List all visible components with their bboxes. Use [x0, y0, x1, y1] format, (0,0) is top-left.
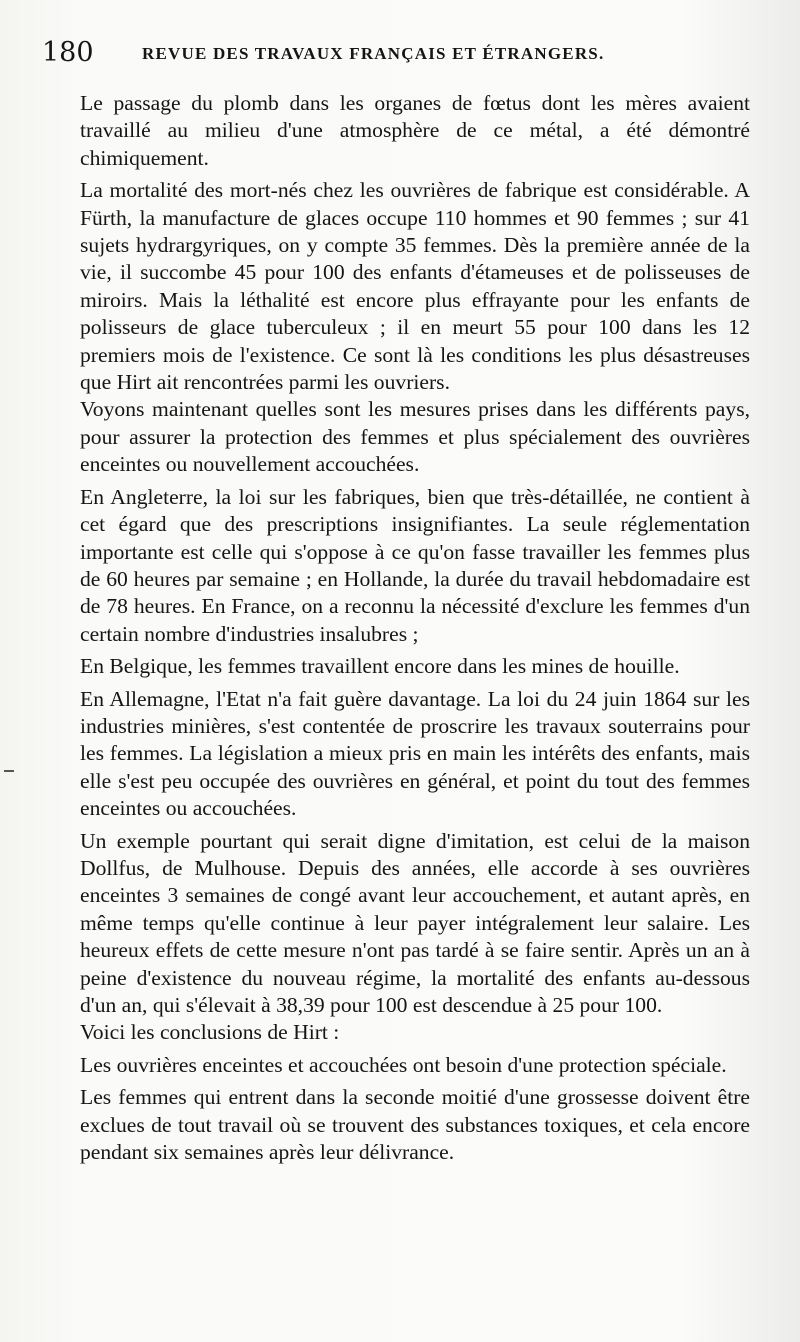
paragraph-5: En Belgique, les femmes travaillent encore dans les mines de houille.	[80, 654, 680, 679]
margin-mark	[4, 770, 14, 772]
paragraph-4: En Angleterre, la loi sur les fabriques, bien que très-détaillée, ne contient à cet égard que des prescriptions insignifiantes. La seule réglementation importante est celle qui s'oppose à ce qu'on fasse travailler les femmes plus de 60 heures par semaine ; en Hollande, la durée du travail hebdomadaire est de 78 heures. En France, on a reconnu la nécessité d'exclure les femmes d'un certain nombre d'industries insalubres ;	[80, 484, 750, 646]
paragraph-2: La mortalité des mort-nés chez les ouvrières de fabrique est considérable. A Fürth, la manufacture de glaces occupe 110 hommes et 90 femmes ; sur 41 sujets hydrargyriques, on y compte 35 femmes. Dès la première année de la vie, il succombe 45 pour 100 des enfants d'étameuses et de polisseuses de miroirs. Mais la léthalité est encore plus effrayante pour les enfants de polisseurs de glace tuberculeux ; il en meurt 55 pour 100 dans les 12 premiers mois de l'existence. Ce sont là les conditions les plus désastreuses que Hirt ait rencontrées parmi les ouvriers.	[80, 178, 750, 395]
page-header	[42, 36, 762, 72]
paragraph-1: Le passage du plomb dans les organes de fœtus dont les mères avaient travaillé au milieu d'une atmosphère de ce métal, a été démontré chimiquement.	[80, 91, 750, 170]
paragraph-8: Voici les conclusions de Hirt :	[80, 1020, 340, 1045]
page-number: 180	[42, 37, 94, 68]
paragraph-3: Voyons maintenant quelles sont les mesures prises dans les différents pays, pour assurer la protection des femmes et plus spécialement des ouvrières enceintes ou nouvellement accouchées.	[80, 397, 750, 477]
paragraph-10: Les femmes qui entrent dans la seconde moitié d'une grossesse doivent être exclues de tout travail où se trouvent des substances toxiques, et cela encore pendant six semaines après leur délivrance.	[80, 1085, 750, 1165]
paragraph-7: Un exemple pourtant qui serait digne d'imitation, est celui de la maison Dollfus, de Mulhouse. Depuis des années, elle accorde à ses ouvrières enceintes 3 semaines de congé avant leur accouchement, et autant après, en même temps qu'elle continue à leur payer intégralement leur salaire. Les heureux effets de cette mesure n'ont pas tardé à se faire sentir. Après un an à peine d'existence du nouveau régime, la mortalité des enfants au-dessous d'un an, qui s'élevait à 38,39 pour 100 est descendue à 25 pour 100.	[80, 828, 750, 1017]
body-text	[80, 90, 750, 1166]
paragraph-9: Les ouvrières enceintes et accouchées ont besoin d'une protection spéciale.	[80, 1052, 727, 1077]
paragraph-6: En Allemagne, l'Etat n'a fait guère davantage. La loi du 24 juin 1864 sur les industries minières, s'est contentée de proscrire les travaux souterrains pour les femmes. La législation a mieux pris en main les intérêts des enfants, mais elle s'est peu occupée des ouvrières en général, et point du tout des femmes enceintes ou accouchées.	[80, 686, 750, 821]
running-title: REVUE DES TRAVAUX FRANÇAIS ET ÉTRANGERS.	[142, 44, 605, 63]
